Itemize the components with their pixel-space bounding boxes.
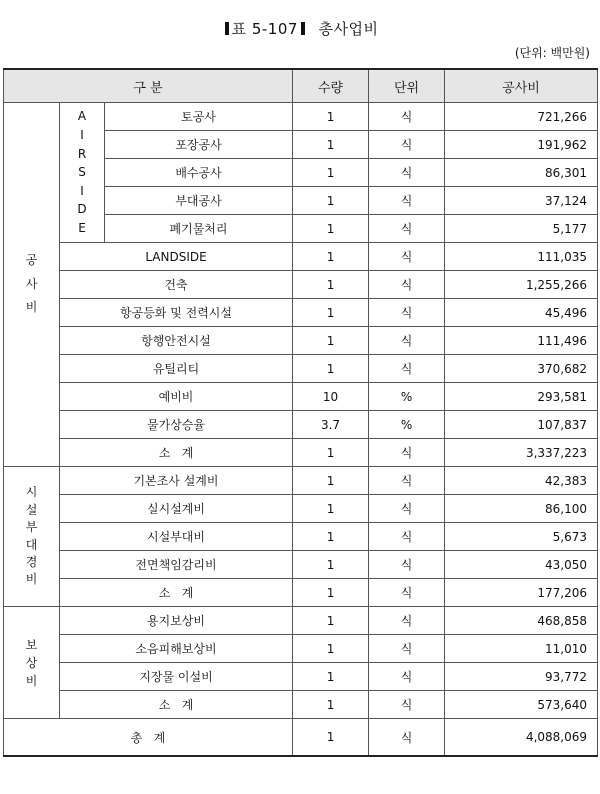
table-row [4,635,598,663]
row-qty: 10 [293,383,369,411]
row-name: 폐기물처리 [105,215,293,243]
row-qty: 1 [293,243,369,271]
table-name: 총사업비 [318,20,379,38]
total-row [4,719,598,757]
subtotal-row [4,691,598,719]
row-unit: 식 [369,635,445,663]
row-qty: 1 [293,523,369,551]
table-row [4,355,598,383]
row-cost: 5,177 [445,215,598,243]
title-bullet-right [301,22,305,35]
table-title [0,18,600,39]
row-qty: 3.7 [293,411,369,439]
row-name: 기본조사 설계비 [60,467,293,495]
row-qty: 1 [293,187,369,215]
row-qty: 1 [293,467,369,495]
row-name: 토공사 [105,103,293,131]
table-row [4,271,598,299]
table-number: 표 5-107 [231,20,298,38]
row-name: 포장공사 [105,131,293,159]
row-cost: 11,010 [445,635,598,663]
row-cost: 721,266 [445,103,598,131]
group-airside: A I R S I D E [60,103,105,243]
unit-note: (단위: 백만원) [514,46,590,60]
row-cost: 5,673 [445,523,598,551]
row-unit: 식 [369,271,445,299]
row-unit: 식 [369,215,445,243]
row-cost: 573,640 [445,691,598,719]
row-cost: 468,858 [445,607,598,635]
title-bullet-left [225,22,229,35]
table-row [4,411,598,439]
row-unit: 식 [369,187,445,215]
row-unit: % [369,383,445,411]
row-qty: 1 [293,691,369,719]
row-cost: 86,100 [445,495,598,523]
header-qty: 수량 [293,69,369,103]
row-cost: 191,962 [445,131,598,159]
row-qty: 1 [293,103,369,131]
table-row [4,523,598,551]
row-cost: 177,206 [445,579,598,607]
row-cost: 37,124 [445,187,598,215]
row-cost: 370,682 [445,355,598,383]
row-cost: 107,837 [445,411,598,439]
subtotal-row [4,579,598,607]
group-facility: 시 설 부 대 경 비 [4,467,60,607]
row-qty: 1 [293,131,369,159]
table-row [4,327,598,355]
row-qty: 1 [293,215,369,243]
row-cost: 293,581 [445,383,598,411]
row-unit: 식 [369,103,445,131]
row-cost: 43,050 [445,551,598,579]
row-name: 소음피해보상비 [60,635,293,663]
row-unit: 식 [369,159,445,187]
total-qty: 1 [293,719,369,757]
cost-table [3,68,598,757]
row-unit: 식 [369,243,445,271]
row-qty: 1 [293,439,369,467]
subtotal-row [4,439,598,467]
row-unit: 식 [369,663,445,691]
row-cost: 111,035 [445,243,598,271]
group-construction: 공 사 비 [4,103,60,467]
row-qty: 1 [293,159,369,187]
row-cost: 86,301 [445,159,598,187]
row-name: 소 계 [60,579,293,607]
row-unit: 식 [369,131,445,159]
header-row [4,69,598,103]
total-unit: 식 [369,719,445,757]
row-name: 배수공사 [105,159,293,187]
row-name: 실시설계비 [60,495,293,523]
row-cost: 42,383 [445,467,598,495]
row-unit: 식 [369,551,445,579]
row-unit: 식 [369,467,445,495]
row-qty: 1 [293,355,369,383]
table-row [4,495,598,523]
row-unit: 식 [369,495,445,523]
table-row [4,299,598,327]
header-cost: 공사비 [445,69,598,103]
row-name: 전면책임감리비 [60,551,293,579]
row-unit: 식 [369,691,445,719]
table-row [4,663,598,691]
row-unit: 식 [369,607,445,635]
row-qty: 1 [293,607,369,635]
header-unit: 단위 [369,69,445,103]
row-name: 건축 [60,271,293,299]
row-qty: 1 [293,299,369,327]
row-name: LANDSIDE [60,243,293,271]
row-cost: 93,772 [445,663,598,691]
header-category: 구 분 [4,69,293,103]
table-row [4,383,598,411]
table-row [4,243,598,271]
row-unit: 식 [369,439,445,467]
row-unit: 식 [369,327,445,355]
row-qty: 1 [293,551,369,579]
row-cost: 1,255,266 [445,271,598,299]
row-name: 부대공사 [105,187,293,215]
row-unit: % [369,411,445,439]
row-name: 소 계 [60,439,293,467]
row-qty: 1 [293,663,369,691]
row-cost: 45,496 [445,299,598,327]
row-name: 용지보상비 [60,607,293,635]
row-name: 항행안전시설 [60,327,293,355]
row-unit: 식 [369,523,445,551]
row-name: 시설부대비 [60,523,293,551]
row-unit: 식 [369,355,445,383]
table-row [4,103,598,131]
row-qty: 1 [293,271,369,299]
row-qty: 1 [293,327,369,355]
row-name: 소 계 [60,691,293,719]
row-unit: 식 [369,299,445,327]
row-name: 예비비 [60,383,293,411]
row-qty: 1 [293,579,369,607]
table-row [4,467,598,495]
table-row [4,551,598,579]
group-compensation: 보 상 비 [4,607,60,719]
row-name: 물가상승율 [60,411,293,439]
row-cost: 3,337,223 [445,439,598,467]
total-cost: 4,088,069 [445,719,598,757]
row-name: 유틸리티 [60,355,293,383]
row-qty: 1 [293,495,369,523]
row-unit: 식 [369,579,445,607]
total-label: 총 계 [4,719,293,757]
row-qty: 1 [293,635,369,663]
row-name: 지장물 이설비 [60,663,293,691]
table-row [4,607,598,635]
row-name: 항공등화 및 전력시설 [60,299,293,327]
row-cost: 111,496 [445,327,598,355]
